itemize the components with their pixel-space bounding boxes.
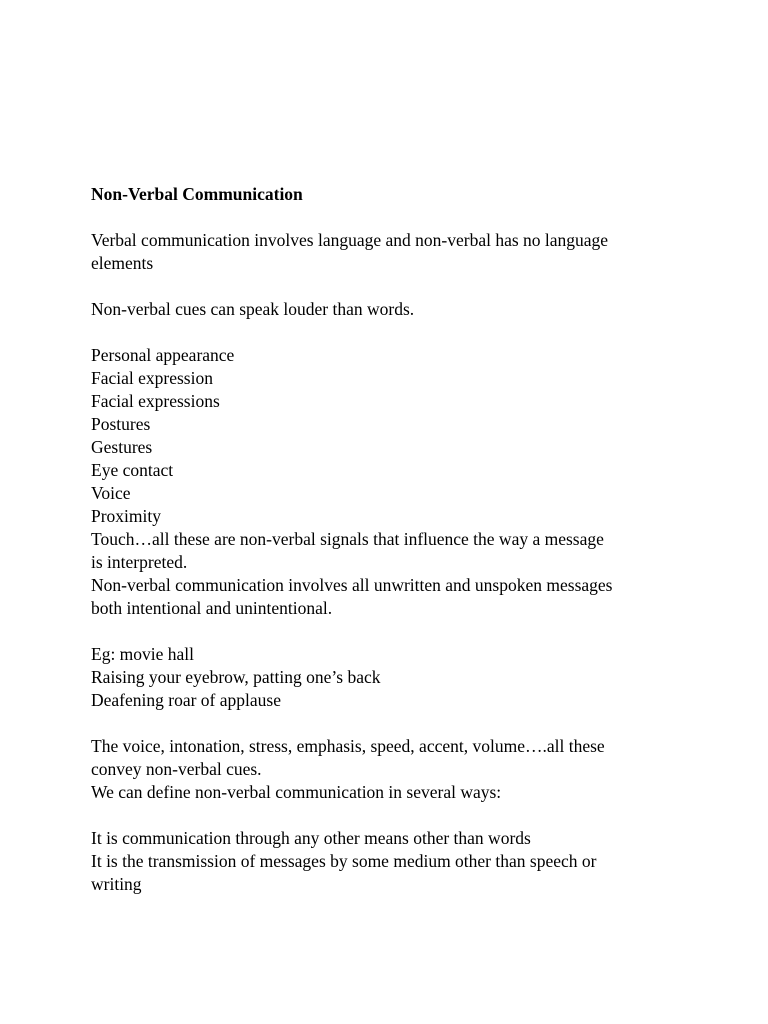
blank-line — [91, 712, 731, 735]
cue-item: Gestures — [91, 437, 153, 457]
voice-line: convey non-verbal cues. — [91, 759, 262, 779]
touch-line: is interpreted. — [91, 552, 188, 572]
cue-item: Facial expression — [91, 368, 213, 388]
example-line: Eg: movie hall — [91, 644, 195, 664]
definition-line: It is communication through any other means other than words — [91, 828, 531, 848]
voice-line: The voice, intonation, stress, emphasis, speed, accent, volume….all these — [91, 736, 605, 756]
blank-line — [91, 804, 731, 827]
blank-line — [91, 275, 731, 298]
cue-item: Voice — [91, 483, 131, 503]
cue-item: Facial expressions — [91, 391, 220, 411]
cue-item: Personal appearance — [91, 345, 235, 365]
cue-item: Proximity — [91, 506, 162, 526]
blank-line — [91, 620, 731, 643]
definition-line: writing — [91, 874, 142, 894]
touch-line: Non-verbal communication involves all unwritten and unspoken messages — [91, 575, 613, 595]
definition-line: It is the transmission of messages by some medium other than speech or — [91, 851, 597, 871]
statement-line: Non-verbal cues can speak louder than words. — [91, 299, 415, 319]
document-body — [91, 183, 731, 896]
intro-line: elements — [91, 253, 154, 273]
cue-item: Eye contact — [91, 460, 174, 480]
blank-line — [91, 206, 731, 229]
document-title: Non-Verbal Communication — [91, 184, 303, 204]
intro-line: Verbal communication involves language and non-verbal has no language — [91, 230, 609, 250]
touch-line: both intentional and unintentional. — [91, 598, 333, 618]
cue-item: Postures — [91, 414, 151, 434]
blank-line — [91, 321, 731, 344]
touch-line: Touch…all these are non-verbal signals that influence the way a message — [91, 529, 604, 549]
example-line: Raising your eyebrow, patting one’s back — [91, 667, 381, 687]
voice-line: We can define non-verbal communication in several ways: — [91, 782, 502, 802]
example-line: Deafening roar of applause — [91, 690, 281, 710]
